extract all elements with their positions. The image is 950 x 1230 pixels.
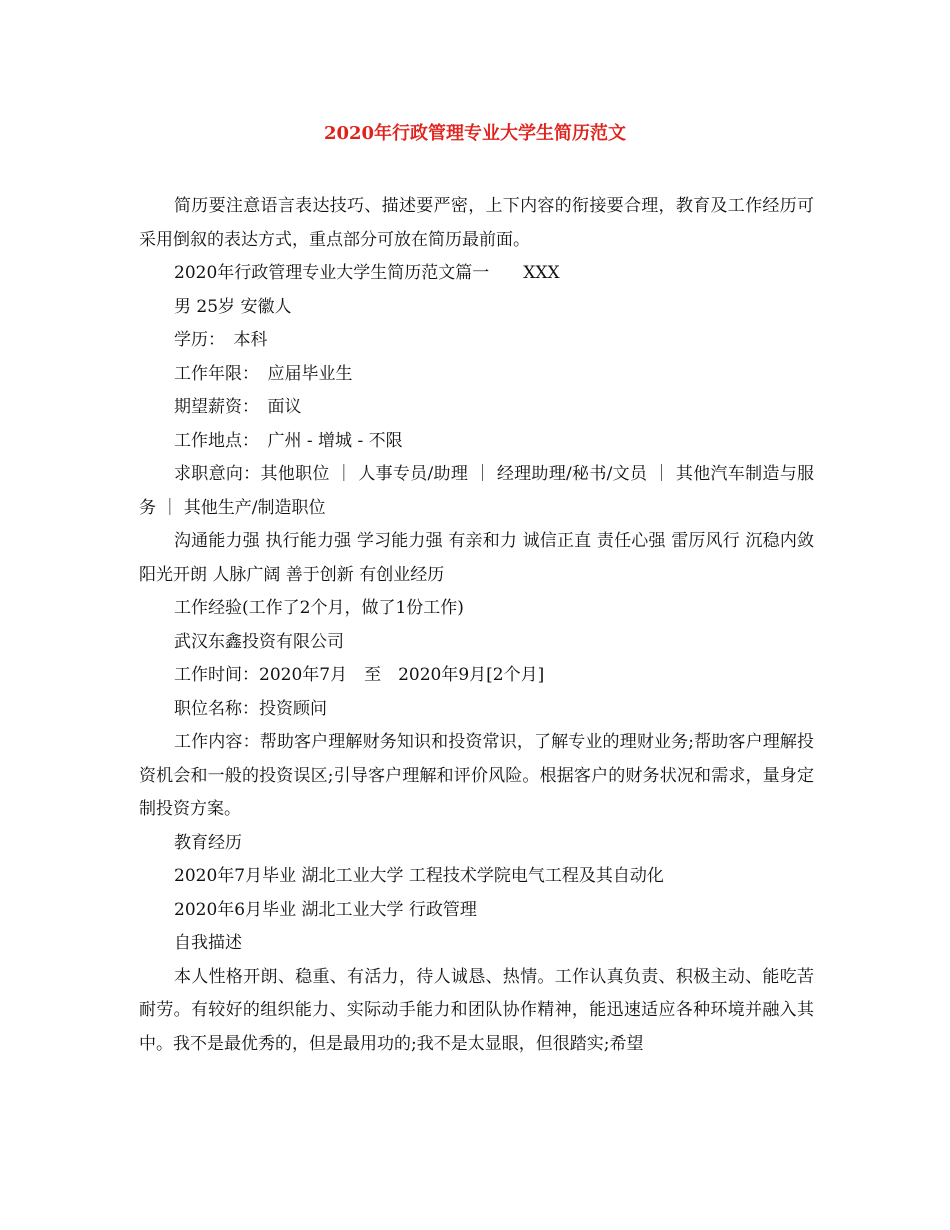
education-heading: 教育经历 — [174, 832, 242, 853]
self-description: 本人性格开朗、稳重、有活力，待人诚恳、热情。工作认真负责、积极主动、能吃苦耐劳。有较好的组织能力、实际动手能力和团队协作精神，能迅速适应各种环境并融入其中。我不是最优秀的，但是最用功的;我不是太显眼，但很踏实;希望 — [139, 966, 814, 1054]
education-entry: 2020年6月毕业 湖北工业大学 行政管理 — [174, 899, 477, 920]
document-body — [139, 190, 814, 1061]
document-title: 2020年行政管理专业大学生简历范文 — [323, 123, 627, 144]
self-description-heading: 自我描述 — [174, 933, 242, 953]
personal-info: 男 25岁 安徽人 — [174, 296, 292, 317]
work-experience-heading: 工作经验(工作了2个月，做了1份工作) — [174, 598, 464, 618]
company-name: 武汉东鑫投资有限公司 — [174, 631, 344, 652]
education-entry: 2020年7月毕业 湖北工业大学 工程技术学院电气工程及其自动化 — [174, 866, 664, 886]
resume-heading: 2020年行政管理专业大学生简历范文篇一 XXX — [174, 263, 560, 283]
work-years: 工作年限： 应届毕业生 — [174, 363, 353, 384]
education-level: 学历： 本科 — [174, 330, 268, 350]
job-intention: 求职意向：其他职位 ｜ 人事专员/助理 ｜ 经理助理/秘书/文员 ｜ 其他汽车制造与服务 ｜ 其他生产/制造职位 — [139, 464, 814, 518]
work-location: 工作地点： 广州 - 增城 - 不限 — [174, 430, 403, 451]
expected-salary: 期望薪资： 面议 — [174, 397, 302, 417]
intro-paragraph: 简历要注意语言表达技巧、描述要严密，上下内容的衔接要合理，教育及工作经历可采用倒叙的表达方式，重点部分可放在简历最前面。 — [139, 196, 814, 250]
work-period: 工作时间：2020年7月 至 2020年9月[2个月] — [174, 665, 545, 685]
job-description: 工作内容：帮助客户理解财务知识和投资常识，了解专业的理财业务;帮助客户理解投资机会和一般的投资误区;引导客户理解和评价风险。根据客户的财务状况和需求，量身定制投资方案。 — [139, 732, 814, 819]
job-title: 职位名称：投资顾问 — [174, 698, 327, 719]
skills-tags: 沟通能力强 执行能力强 学习能力强 有亲和力 诚信正直 责任心强 雷厉风行 沉稳内敛 阳光开朗 人脉广阔 善于创新 有创业经历 — [139, 531, 814, 585]
